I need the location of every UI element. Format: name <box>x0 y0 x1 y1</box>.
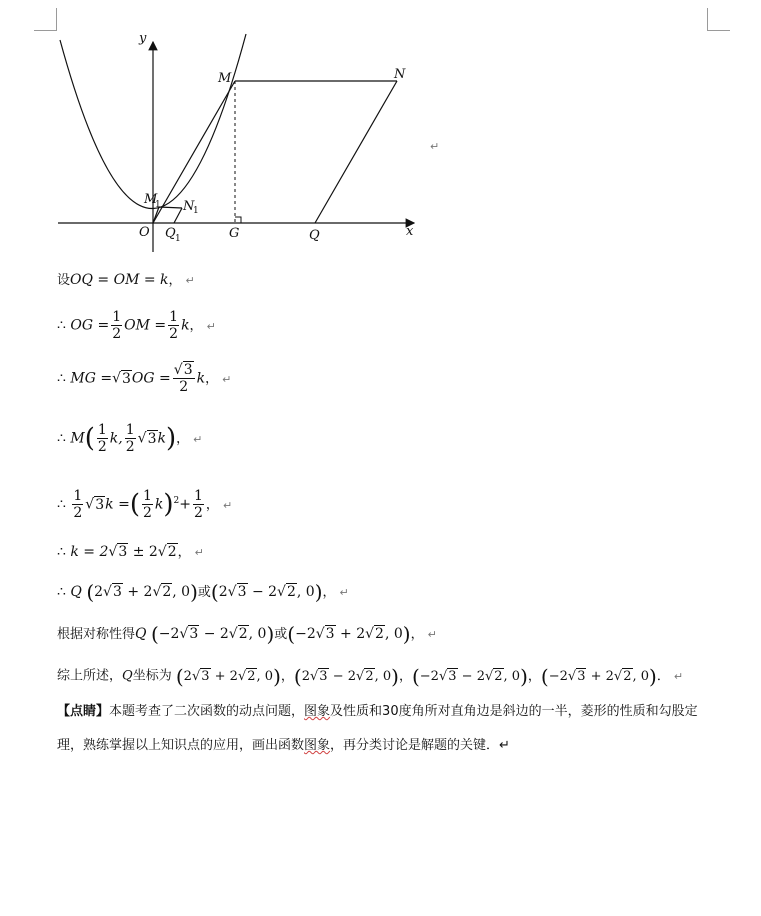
return-mark: ↵ <box>206 319 216 333</box>
step-5-line: ∴ $\frac{1}{2}$ √3k =( $\frac{1}{2}$ k)$^2$+ $\frac{1}{2}$ ， ↵ <box>57 488 233 521</box>
fraction-numerator: 1 <box>194 488 203 504</box>
step-4-line: ∴ M( $\frac{1}{2}$ k, $\frac{1}{2}$ √3k)， ↵ <box>57 422 203 455</box>
comment-paragraph <box>57 695 717 763</box>
coord-3: (−2√3 + 2√2, 0)． <box>540 664 670 688</box>
coord-part: − 2 <box>199 626 229 642</box>
return-mark: ↵ <box>194 546 204 559</box>
therefore-symbol: ∴ <box>57 544 66 560</box>
comment-tag: 【点睛】 <box>57 704 110 719</box>
fraction-denominator: 2 <box>97 439 107 455</box>
step-4-tail: ， <box>176 431 190 447</box>
fraction-denominator: 2 <box>142 505 152 521</box>
sqrt-radicand: 2 <box>162 584 172 600</box>
step-9-prefix: 综上所述， <box>57 668 123 684</box>
label-y: y <box>139 31 147 46</box>
fraction-denominator: 2 <box>194 505 203 521</box>
fraction <box>173 362 195 395</box>
coord-part: 2 <box>218 584 228 600</box>
step-9-line <box>57 666 683 687</box>
coord-part: , 0 <box>248 626 267 642</box>
label-Q1: Q <box>165 226 176 241</box>
or-word: 或 <box>274 627 288 642</box>
step-7-line: ∴ Q (2√3 + 2√2, 0)或(2√3 − 2√2, 0)， ↵ <box>57 580 349 604</box>
therefore-symbol: ∴ <box>57 584 66 600</box>
label-O: O <box>139 225 150 240</box>
page-corner-mark-right <box>707 8 730 31</box>
return-mark: ↵ <box>499 738 510 753</box>
step-3-mid: OG = <box>131 370 171 387</box>
step-7-tail: ， <box>322 585 336 600</box>
coord-part: −2 <box>158 626 180 642</box>
fraction <box>168 309 179 342</box>
fraction <box>72 488 83 521</box>
coord-part: , 0 <box>172 584 191 600</box>
fraction <box>142 488 153 521</box>
comment-text: ，再分类讨论是解题的关键． <box>330 738 500 753</box>
step-6-pm: ± 2 <box>128 544 158 560</box>
spellcheck-underlined-word: 图象 <box>304 704 331 719</box>
sqrt: √3 <box>137 430 157 447</box>
fraction-denominator: 2 <box>179 379 189 395</box>
return-mark: ↵ <box>339 586 349 599</box>
return-mark: ↵ <box>427 628 437 641</box>
sqrt: √3 <box>112 370 131 387</box>
step-2-lhs: OG = <box>70 317 110 334</box>
segment-M1N1 <box>159 207 182 208</box>
step-3-tail: ， <box>205 371 219 387</box>
exponent: 2 <box>173 495 180 506</box>
point-M: M <box>70 430 85 447</box>
step-5-tail: ， <box>205 497 219 513</box>
label-G: G <box>229 226 240 241</box>
step-2-mid: OM = <box>124 317 167 334</box>
coord-part: , 0 <box>384 626 403 642</box>
sqrt-radicand: 3 <box>237 584 247 600</box>
return-mark: ↵ <box>185 274 195 287</box>
step-6-tail: ， <box>177 545 191 560</box>
coord-part: , 0 <box>296 584 315 600</box>
coord-part: −2 <box>295 626 316 642</box>
fraction-numerator: 1 <box>169 309 179 325</box>
return-mark: ↵ <box>430 140 440 153</box>
sqrt-radicand: 3 <box>112 584 122 600</box>
step-1-tail: ， <box>168 273 182 288</box>
label-N1-sub: 1 <box>193 206 199 216</box>
sqrt-radicand: 2 <box>238 626 248 642</box>
label-Q: Q <box>309 228 320 243</box>
label-x: x <box>406 224 414 239</box>
fraction <box>111 309 122 342</box>
step-8-prefix: 根据对称性得 <box>57 627 136 642</box>
sqrt-radicand: 3 <box>95 496 105 513</box>
label-N: N <box>394 67 406 82</box>
fraction-denominator: 2 <box>73 505 83 521</box>
point-Q: Q <box>70 584 82 600</box>
fraction <box>125 422 136 455</box>
coord-part: + 2 <box>122 584 153 600</box>
label-M: M <box>218 71 232 86</box>
coord-0: (2√3 + 2√2, 0)， <box>175 664 294 688</box>
fraction <box>193 488 204 521</box>
function-graph-figure <box>40 20 460 260</box>
segment-NQ <box>315 81 397 223</box>
fraction-numerator: 1 <box>142 488 152 504</box>
sqrt-radicand: 3 <box>183 362 193 378</box>
step-1-expr: OQ = OM = k <box>70 272 169 288</box>
return-mark: ↵ <box>222 372 232 386</box>
label-N1: N <box>183 199 195 214</box>
fraction-numerator: 1 <box>97 422 107 438</box>
therefore-symbol: ∴ <box>57 430 66 447</box>
fraction-denominator: 2 <box>125 439 135 455</box>
or-word: 或 <box>197 585 211 600</box>
step-1-prefix: 设 <box>57 273 71 288</box>
therefore-symbol: ∴ <box>57 370 66 387</box>
sqrt: √3 <box>85 496 105 513</box>
comment-text: 本题考查了二次函数的动点问题， <box>109 704 305 719</box>
step-5-lhs: k = <box>105 496 130 513</box>
label-Q1-sub: 1 <box>175 234 181 244</box>
coord-part: 2 <box>94 584 104 600</box>
label-M1-sub: 1 <box>155 200 161 210</box>
return-mark: ↵ <box>193 432 203 446</box>
step-3-lhs: MG = <box>70 370 113 387</box>
step-4-k2: k <box>157 430 166 447</box>
coord-2: (−2√3 − 2√2, 0)， <box>411 664 541 688</box>
step-6-lhs: k = 2 <box>70 544 109 560</box>
sqrt-radicand: 2 <box>286 584 296 600</box>
fraction-denominator: 2 <box>112 326 122 342</box>
step-8-line: 根据对称性得Q (−2√3 − 2√2, 0)或(−2√3 + 2√2, 0)， ↵ <box>57 622 437 646</box>
return-mark: ↵ <box>222 498 233 512</box>
sqrt-radicand: 2 <box>167 544 177 560</box>
fraction-numerator: 1 <box>73 488 83 504</box>
step-5-k: k <box>154 496 164 513</box>
fraction <box>97 422 108 455</box>
therefore-symbol: ∴ <box>57 496 66 513</box>
step-2-line <box>57 309 216 342</box>
comment-text: 及性质和30度角所对直角边是斜边的一半，菱形的性质和勾股定理，熟练掌握以上知识点的应用，画出函数 <box>57 704 698 753</box>
step-3-line <box>57 362 231 395</box>
right-angle-mark <box>235 217 241 223</box>
sqrt-radicand: 3 <box>147 430 157 447</box>
point-Q: Q <box>122 668 133 684</box>
fraction-numerator: 1 <box>112 309 122 325</box>
fraction-numerator: 1 <box>125 422 135 438</box>
sqrt-radicand: 3 <box>122 370 131 387</box>
sqrt: √2 <box>157 544 177 560</box>
label-M1: M <box>144 192 158 207</box>
step-9-mid: 坐标为 <box>132 668 172 684</box>
step-3-end: k <box>196 370 206 387</box>
coord-part: − 2 <box>247 584 278 600</box>
sqrt-radicand: 3 <box>189 626 199 642</box>
step-6-line <box>57 542 204 563</box>
segment-N1Q1 <box>174 208 182 223</box>
therefore-symbol: ∴ <box>57 317 66 334</box>
step-4-k: k, <box>109 430 123 447</box>
step-8-tail: ， <box>410 627 424 642</box>
sqrt-radicand: 3 <box>118 544 128 560</box>
coord-part: + 2 <box>335 626 366 642</box>
return-mark: ↵ <box>673 669 684 683</box>
spellcheck-underlined-word: 图象 <box>304 738 331 753</box>
step-1-line <box>57 270 195 291</box>
fraction-numerator: √3 <box>173 362 193 378</box>
coord-1: (2√3 − 2√2, 0)， <box>293 664 412 688</box>
sqrt-radicand: 3 <box>325 626 335 642</box>
fraction-denominator: 2 <box>169 326 179 342</box>
sqrt: √3 <box>108 544 128 560</box>
step-2-tail: ， <box>189 318 203 334</box>
sqrt-radicand: 2 <box>375 626 384 642</box>
plus-sign: + <box>179 496 191 513</box>
step-2-end: k <box>181 317 190 334</box>
point-Q: Q <box>135 626 147 642</box>
